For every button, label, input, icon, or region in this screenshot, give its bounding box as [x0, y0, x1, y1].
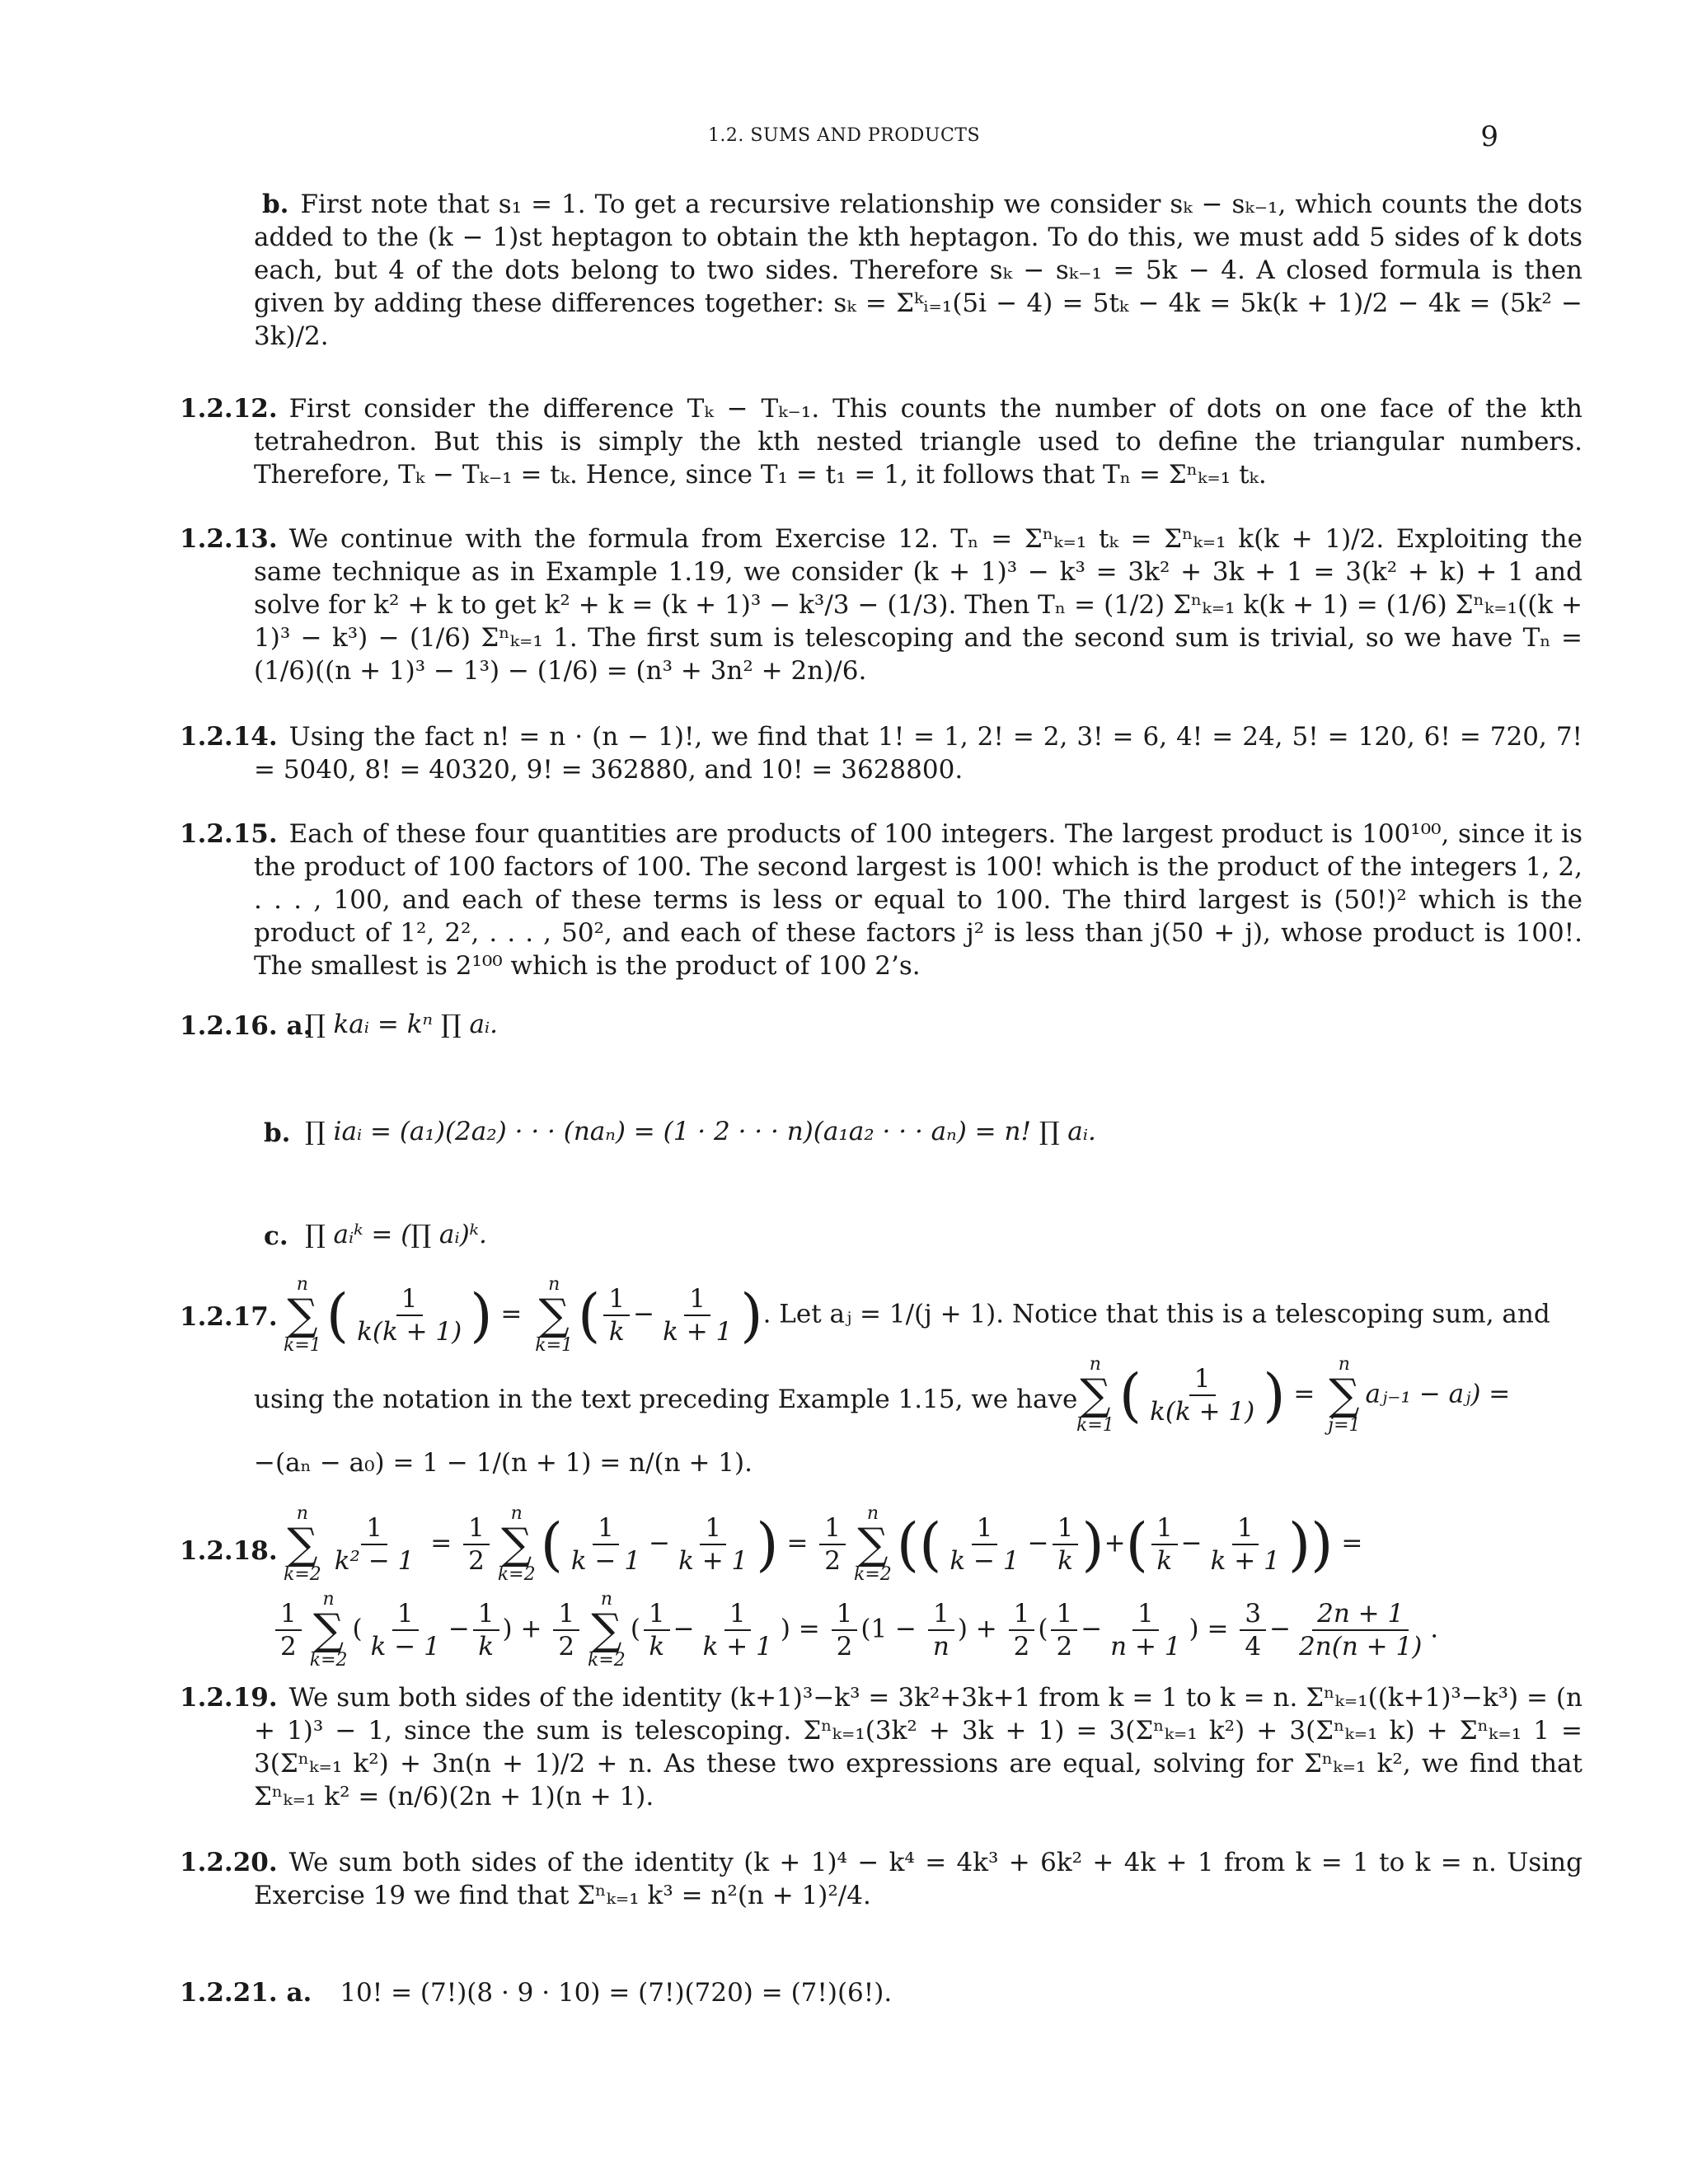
solution-text: First consider the difference Tₖ − Tₖ₋₁. This counts the number of dots on one face of the kth tetrahedron. But this is simply the kth nested triangle used to define the triangular numbers. Therefore, Tₖ − Tₖ₋₁ = tₖ. Hence, since T₁ = t₁ = 1, it follows that Tₙ = Σⁿₖ₌₁ tₖ.	[254, 394, 1582, 490]
solution-1-2-16-b-label: b.	[264, 1118, 291, 1148]
solution-1-2-17-line3: −(aₙ − a₀) = 1 − 1/(n + 1) = n/(n + 1).	[254, 1448, 753, 1478]
formula-1-2-16-a: ∏ kaᵢ = kⁿ ∏ aᵢ.	[305, 1010, 499, 1039]
formula-1-2-16-b: ∏ iaᵢ = (a₁)(2a₂) · · · (naₙ) = (1 · 2 · · · n)(a₁a₂ · · · aₙ) = n! ∏ aᵢ.	[305, 1117, 1096, 1146]
solution-text: Each of these four quantities are products of 100 integers. The largest product is 100¹⁰⁰, since it is the product of 100 factors of 100. The second largest is 100! which is the product of the integers 1, 2, . . . , 100, and each of these terms is less or equal to 100. The third largest is (50!)² which is the product of 1², 2², . . . , 50², and each of these factors j² is less than j(50 + j), whose product is 100!. The smallest is 2¹⁰⁰ which is the product of 100 2’s.	[254, 819, 1582, 981]
formula-1-2-17-line1: n ∑ k=1 ( $\frac{1}{k(k + 1)}$ ) = n ∑ k=1 ( $\frac{1}{k}$ − $\frac{1}{k + 1}$ ). Let aⱼ = 1/(j + 1). Notice that this is a telescoping sum, and	[284, 1274, 1550, 1356]
solution-1-2-13	[180, 523, 1582, 687]
solution-1-2-16-c-label: c.	[264, 1221, 288, 1251]
page-number: 9	[1480, 120, 1498, 153]
solution-text: Using the fact n! = n · (n − 1)!, we find that 1! = 1, 2! = 2, 3! = 6, 4! = 24, 5! = 120, 6! = 720, 7! = 5040, 8! = 40320, 9! = 362880, and 10! = 3628800.	[254, 722, 1582, 785]
solution-text: First note that s₁ = 1. To get a recursive relationship we consider sₖ − sₖ₋₁, which counts the dots added to the (k − 1)st heptagon to obtain the kth heptagon. To do this, we must add 5 sides of k dots each, but 4 of the dots belong to two sides. Therefore sₖ − sₖ₋₁ = 5k − 4. A closed formula is then given by adding these differences together: sₖ = Σᵏᵢ₌₁(5i − 4) = 5tₖ − 4k = 5k(k + 1)/2 − 4k = (5k² − 3k)/2.	[254, 190, 1582, 351]
solution-text: 10! = (7!)(8 · 9 · 10) = (7!)(720) = (7!)(6!).	[340, 1978, 893, 2008]
solution-label: 1.2.19.	[180, 1683, 278, 1713]
solution-1-2-14	[180, 720, 1582, 786]
solution-b	[180, 188, 1582, 353]
sum-operator: n ∑ k=1	[284, 1274, 321, 1356]
solution-text: We sum both sides of the identity (k+1)³−k³ = 3k²+3k+1 from k = 1 to k = n. Σⁿₖ₌₁((k+1)³−k³) = (n + 1)³ − 1, since the sum is telescoping. Σⁿₖ₌₁(3k² + 3k + 1) = 3(Σⁿₖ₌₁ k²) + 3(Σⁿₖ₌₁ k) + Σⁿₖ₌₁ 1 = 3(Σⁿₖ₌₁ k²) + 3n(n + 1)/2 + n. As these two expressions are equal, solving for Σⁿₖ₌₁ k², we find that Σⁿₖ₌₁ k² = (n/6)(2n + 1)(n + 1).	[254, 1683, 1582, 1811]
solution-1-2-20	[180, 1846, 1582, 1912]
formula-1-2-16-c: ∏ aᵢᵏ = (∏ aᵢ)ᵏ.	[305, 1220, 487, 1249]
solution-1-2-15	[180, 818, 1582, 982]
solution-1-2-21	[180, 1976, 1508, 2009]
solution-1-2-16-label: 1.2.16. a.	[180, 1011, 312, 1041]
running-head: 1.2. SUMS AND PRODUCTS	[707, 125, 981, 146]
formula-1-2-18-line1: n ∑ k=2 $\frac{1}{\text{k² − 1}}$ = $\frac{1}{2}$ n ∑ k=2 ( $\frac{1}{k - 1}$ − $\frac{1}{k + 1}$ ) = $\frac{1}{2}$ n ∑ k=2 (( $\frac{1}{k - 1}$ − $\frac{1}{k}$ )+( $\frac{1}{k}$ − $\frac{1}{k + 1}$ )) =	[284, 1503, 1363, 1585]
solution-label: 1.2.15.	[180, 819, 278, 849]
solution-1-2-17-line2: using the notation in the text preceding Example 1.15, we have	[254, 1385, 1078, 1414]
solution-label: 1.2.21. a.	[180, 1978, 312, 2008]
solution-text: We sum both sides of the identity (k + 1)⁴ − k⁴ = 4k³ + 6k² + 4k + 1 from k = 1 to k = n. Using Exercise 19 we find that Σⁿₖ₌₁ k³ = n²(n + 1)²/4.	[254, 1848, 1582, 1910]
solution-label: b.	[262, 190, 289, 219]
solution-label: 1.2.14.	[180, 722, 278, 752]
solution-1-2-19	[180, 1681, 1582, 1813]
sum-operator: n ∑ k=1	[535, 1274, 574, 1356]
formula-1-2-17-line2: n ∑ k=1 ( $\frac{1}{k(k + 1)}$ ) = n ∑ j=1 aⱼ₋₁ − aⱼ) =	[1076, 1354, 1511, 1436]
solution-label: 1.2.20.	[180, 1848, 278, 1877]
solution-label: 1.2.12.	[180, 394, 278, 424]
formula-1-2-18-line2: $\frac{1}{2}$ n ∑ k=2 ( $\frac{1}{k - 1}$ − $\frac{1}{k}$ ) + $\frac{1}{2}$ n ∑ k=2 ( $\frac{1}{k}$ − $\frac{1}{k + 1}$ ) = $\frac{1}{2}$ (1 − $\frac{1}{n}$ ) + $\frac{1}{2}$ ( $\frac{1}{2}$ − $\frac{1}{n + 1}$ ) = $\frac{3}{4}$ − $\frac{2n + 1}{2n(n + 1)}$ .	[272, 1591, 1438, 1670]
fraction: $\frac{1}{k(k + 1)}$	[357, 1283, 462, 1347]
solution-1-2-12	[180, 392, 1582, 491]
formula-text: . Let aⱼ = 1/(j + 1). Notice that this is a telescoping sum, and	[762, 1299, 1550, 1329]
solution-text: We continue with the formula from Exercise 12. Tₙ = Σⁿₖ₌₁ tₖ = Σⁿₖ₌₁ k(k + 1)/2. Exploiting the same technique as in Example 1.19, we consider (k + 1)³ − k³ = 3k² + 3k + 1 = 3(k² + k) + 1 and solve for k² + k to get k² + k = (k + 1)³ − k³/3 − (1/3). Then Tₙ = (1/2) Σⁿₖ₌₁ k(k + 1) = (1/6) Σⁿₖ₌₁((k + 1)³ − k³) − (1/6) Σⁿₖ₌₁ 1. The first sum is telescoping and the second sum is trivial, so we have Tₙ = (1/6)((n + 1)³ − 1³) − (1/6) = (n³ + 3n² + 2n)/6.	[254, 524, 1582, 686]
solution-label: 1.2.13.	[180, 524, 278, 554]
solution-1-2-17-label: 1.2.17.	[180, 1302, 278, 1332]
solution-1-2-18-label: 1.2.18.	[180, 1536, 278, 1566]
